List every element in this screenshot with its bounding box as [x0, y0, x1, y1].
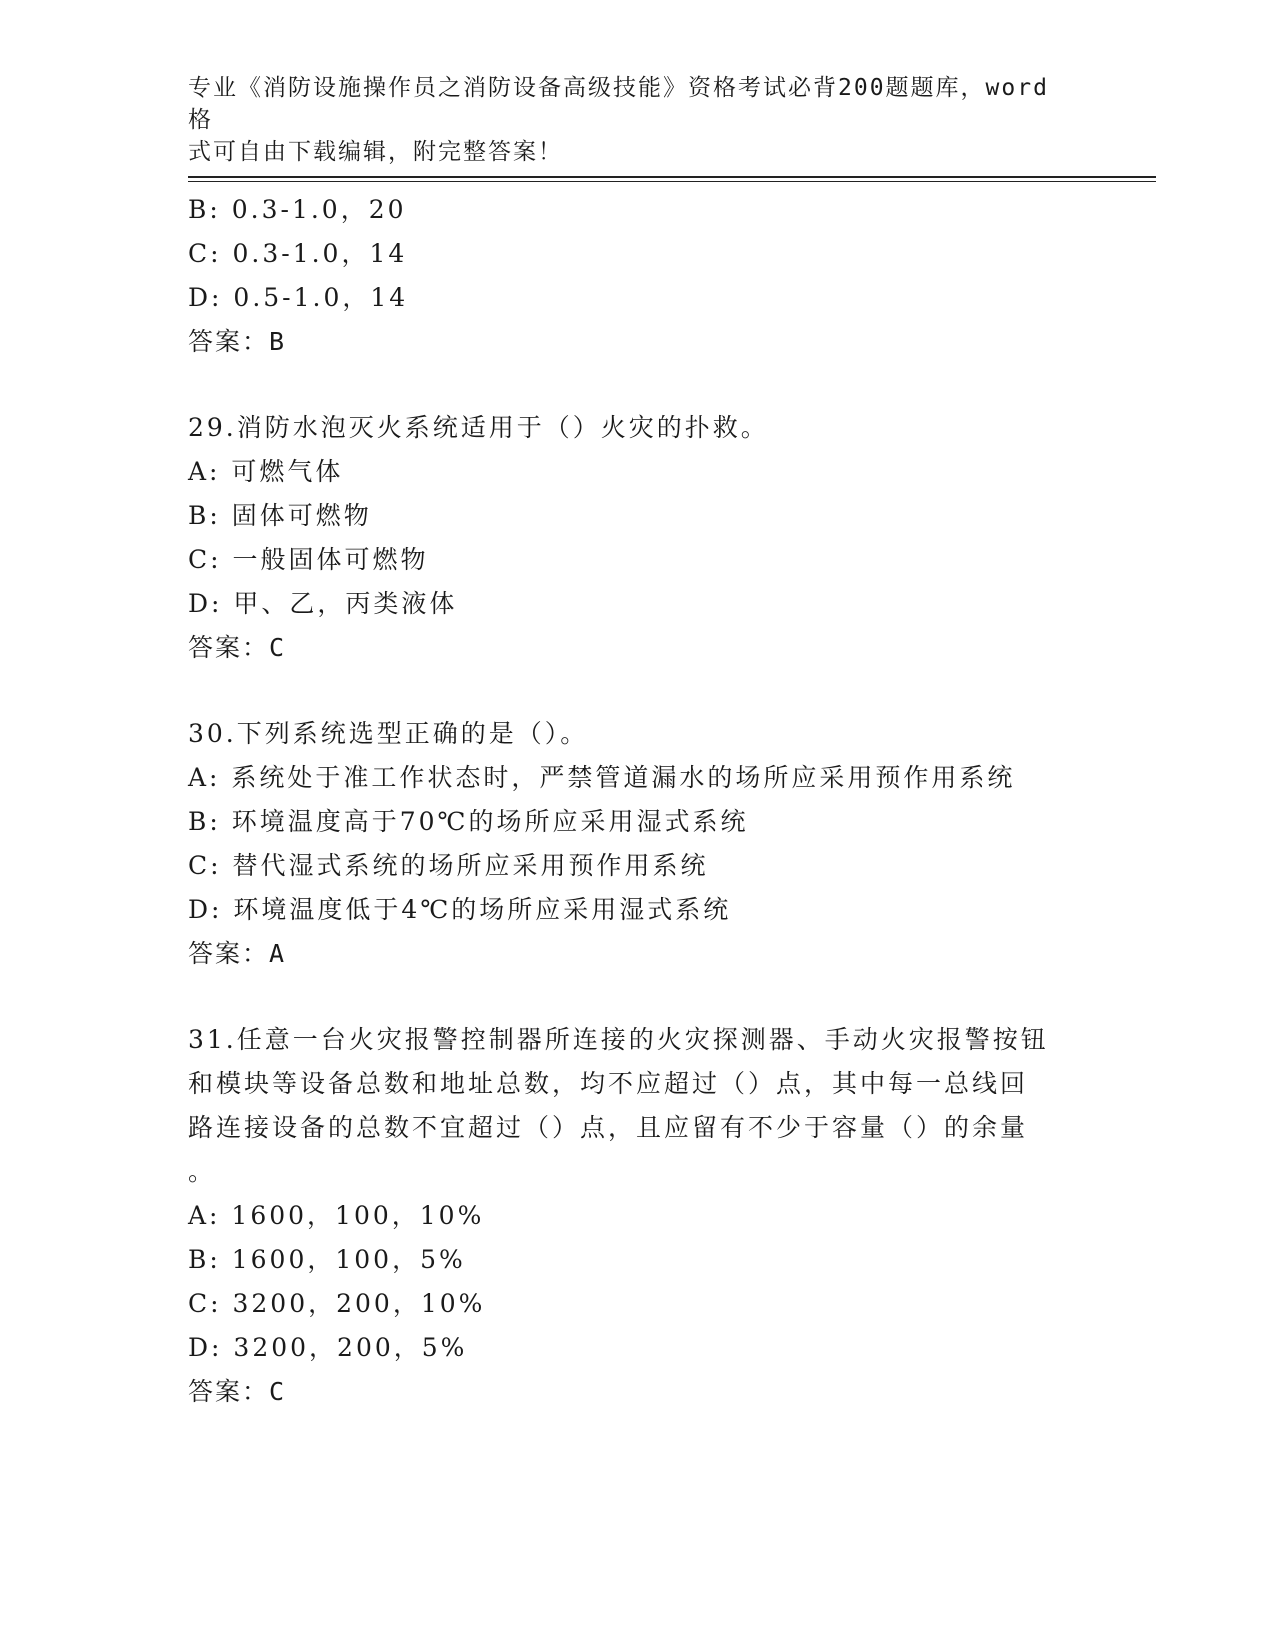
- q31-stem-line-4: 。: [188, 1157, 217, 1186]
- q28-option-b: B: 0.3-1.0，20: [188, 195, 407, 224]
- q28-option-c: C: 0.3-1.0，14: [188, 239, 408, 268]
- q28-option-d: D: 0.5-1.0，14: [188, 283, 409, 312]
- q30-answer: 答案：A: [188, 939, 287, 968]
- q30-option-b: B: 环境温度高于70℃的场所应采用湿式系统: [188, 807, 749, 836]
- q30-option-d: D: 环境温度低于4℃的场所应采用湿式系统: [188, 895, 732, 924]
- q31-stem-line-3: 路连接设备的总数不宜超过（）点，且应留有不少于容量（）的余量: [188, 1113, 1029, 1142]
- header-line-2: 式可自由下载编辑，附完整答案！: [188, 139, 563, 165]
- q31-answer: 答案：C: [188, 1377, 287, 1406]
- q29-option-d: D: 甲、乙，丙类液体: [188, 589, 458, 618]
- q28-answer: 答案：B: [188, 327, 287, 356]
- q30-option-c: C: 替代湿式系统的场所应采用预作用系统: [188, 851, 709, 880]
- q29-stem: 29.消防水泡灭火系统适用于（）火灾的扑救。: [188, 413, 769, 442]
- q31-stem-line-2: 和模块等设备总数和地址总数，均不应超过（）点，其中每一总线回: [188, 1069, 1029, 1098]
- q30-stem: 30.下列系统选型正确的是（）。: [188, 719, 589, 748]
- header-divider-thin: [188, 181, 1156, 182]
- header-line-1: 专业《消防设施操作员之消防设备高级技能》资格考试必背200题题库，word格: [188, 75, 1049, 133]
- q30-option-a: A: 系统处于准工作状态时，严禁管道漏水的场所应采用预作用系统: [188, 763, 1016, 792]
- q31-option-c: C: 3200，200，10%: [188, 1289, 486, 1318]
- q31-option-d: D: 3200，200，5%: [188, 1333, 468, 1362]
- q31-stem-line-1: 31.任意一台火灾报警控制器所连接的火灾探测器、手动火灾报警按钮: [188, 1025, 1049, 1054]
- q29-option-b: B: 固体可燃物: [188, 501, 372, 530]
- header-divider-thick: [188, 176, 1156, 178]
- q29-option-c: C: 一般固体可燃物: [188, 545, 429, 574]
- q29-answer: 答案：C: [188, 633, 287, 662]
- q31-option-b: B: 1600，100，5%: [188, 1245, 466, 1274]
- q31-option-a: A: 1600，100，10%: [188, 1201, 485, 1230]
- document-header: [188, 72, 1068, 168]
- q29-option-a: A: 可燃气体: [188, 457, 344, 486]
